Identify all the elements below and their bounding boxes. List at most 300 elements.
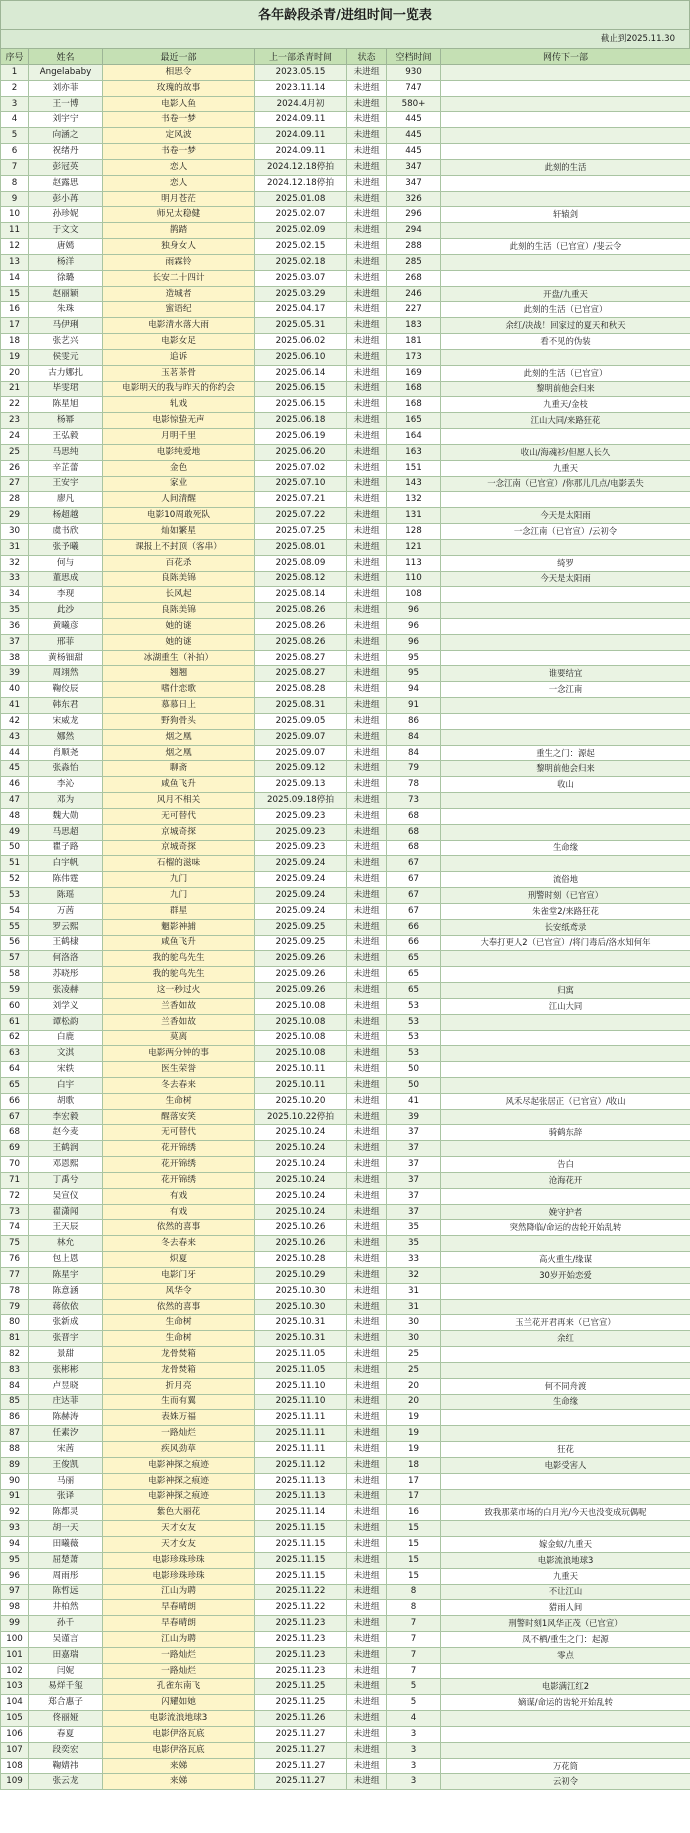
cell-status: 未进组 (347, 1726, 387, 1742)
cell-index: 7 (1, 159, 29, 175)
cell-name: 何与 (29, 555, 103, 571)
cell-status: 未进组 (347, 239, 387, 255)
header-wrap-date: 上一部杀青时间 (255, 49, 347, 65)
cell-name: 郑合惠子 (29, 1695, 103, 1711)
cell-gap-days: 84 (387, 729, 441, 745)
table-row (1, 429, 690, 445)
cell-name: 陈星宇 (29, 1267, 103, 1283)
cell-wrap-date: 2025.11.22 (255, 1584, 347, 1600)
table-row (1, 270, 690, 286)
cell-status: 未进组 (347, 128, 387, 144)
cell-wrap-date: 2025.08.12 (255, 571, 347, 587)
cell-status: 未进组 (347, 1014, 387, 1030)
cell-wrap-date: 2025.08.01 (255, 539, 347, 555)
cell-wrap-date: 2025.02.15 (255, 239, 347, 255)
cell-status: 未进组 (347, 492, 387, 508)
cell-status: 未进组 (347, 1774, 387, 1790)
cell-next-rumored: 30岁开始恋爱 (441, 1267, 690, 1283)
cell-status: 未进组 (347, 80, 387, 96)
cell-latest-work: 长风起 (103, 587, 255, 603)
cell-status: 未进组 (347, 856, 387, 872)
cell-latest-work: 野狗骨头 (103, 713, 255, 729)
cell-wrap-date: 2025.08.26 (255, 618, 347, 634)
cell-gap-days: 165 (387, 413, 441, 429)
cell-latest-work: 依然的喜事 (103, 1299, 255, 1315)
table-row (1, 967, 690, 983)
cell-gap-days: 4 (387, 1711, 441, 1727)
cell-gap-days: 30 (387, 1315, 441, 1331)
cell-wrap-date: 2025.09.25 (255, 935, 347, 951)
cell-gap-days: 3 (387, 1726, 441, 1742)
cell-status: 未进组 (347, 1695, 387, 1711)
cell-wrap-date: 2025.08.28 (255, 682, 347, 698)
cell-status: 未进组 (347, 1157, 387, 1173)
cell-next-rumored: 狂花 (441, 1442, 690, 1458)
cell-name: 刘亦菲 (29, 80, 103, 96)
cell-next-rumored (441, 144, 690, 160)
cell-next-rumored: 大奉打更人2（已官宣）/将门毒后/洛水知何年 (441, 935, 690, 951)
cell-wrap-date: 2024.09.11 (255, 112, 347, 128)
cell-index: 53 (1, 888, 29, 904)
cell-latest-work: 一路灿烂 (103, 1647, 255, 1663)
cell-gap-days: 294 (387, 223, 441, 239)
cell-wrap-date: 2025.11.05 (255, 1347, 347, 1363)
cell-index: 84 (1, 1378, 29, 1394)
cell-gap-days: 68 (387, 824, 441, 840)
cell-name: 辛芷蕾 (29, 460, 103, 476)
cell-wrap-date: 2025.11.15 (255, 1521, 347, 1537)
cell-index: 16 (1, 302, 29, 318)
cell-wrap-date: 2025.10.29 (255, 1267, 347, 1283)
cell-next-rumored: 一念江南（已官宣）/你那儿几点/电影丢失 (441, 476, 690, 492)
cell-latest-work: 长安二十四计 (103, 270, 255, 286)
cell-gap-days: 131 (387, 508, 441, 524)
cell-name: 文淇 (29, 1046, 103, 1062)
cell-name: 井柏然 (29, 1600, 103, 1616)
cell-gap-days: 66 (387, 935, 441, 951)
cell-next-rumored (441, 96, 690, 112)
cell-gap-days: 37 (387, 1125, 441, 1141)
cell-status: 未进组 (347, 729, 387, 745)
cell-index: 106 (1, 1726, 29, 1742)
cell-wrap-date: 2024.09.11 (255, 128, 347, 144)
cell-name: 虞书欣 (29, 524, 103, 540)
cell-latest-work: 龙骨焚箱 (103, 1347, 255, 1363)
cell-latest-work: 龙骨焚箱 (103, 1362, 255, 1378)
table-row (1, 1046, 690, 1062)
cell-gap-days: 113 (387, 555, 441, 571)
cell-index: 82 (1, 1347, 29, 1363)
cell-name: 万茜 (29, 903, 103, 919)
table-row (1, 1742, 690, 1758)
cell-next-rumored: 朱雀堂2/来路狂花 (441, 903, 690, 919)
cell-index: 69 (1, 1141, 29, 1157)
cell-gap-days: 41 (387, 1093, 441, 1109)
cell-name: 王俊凯 (29, 1457, 103, 1473)
table-row (1, 96, 690, 112)
cell-status: 未进组 (347, 429, 387, 445)
cell-latest-work: 冬去春来 (103, 1236, 255, 1252)
cell-next-rumored (441, 1188, 690, 1204)
cell-name: 王天辰 (29, 1220, 103, 1236)
cell-name: 马伊琍 (29, 318, 103, 334)
cell-name: 易烊千玺 (29, 1679, 103, 1695)
cell-gap-days: 32 (387, 1267, 441, 1283)
cell-name: 张译 (29, 1489, 103, 1505)
cell-latest-work: 紫色大丽花 (103, 1505, 255, 1521)
cell-status: 未进组 (347, 1078, 387, 1094)
cell-index: 99 (1, 1616, 29, 1632)
cell-status: 未进组 (347, 951, 387, 967)
cell-wrap-date: 2025.05.31 (255, 318, 347, 334)
cell-index: 5 (1, 128, 29, 144)
cell-name: 吴谨言 (29, 1631, 103, 1647)
cell-index: 107 (1, 1742, 29, 1758)
cell-next-rumored (441, 65, 690, 81)
cell-index: 36 (1, 618, 29, 634)
cell-gap-days: 30 (387, 1331, 441, 1347)
cell-wrap-date: 2025.10.31 (255, 1315, 347, 1331)
cell-wrap-date: 2025.09.24 (255, 856, 347, 872)
table-row (1, 381, 690, 397)
cell-next-rumored (441, 175, 690, 191)
cell-status: 未进组 (347, 1062, 387, 1078)
cell-next-rumored: 九重天 (441, 1568, 690, 1584)
cell-gap-days: 78 (387, 777, 441, 793)
cell-status: 未进组 (347, 1584, 387, 1600)
cell-wrap-date: 2025.10.08 (255, 998, 347, 1014)
cell-wrap-date: 2025.11.11 (255, 1426, 347, 1442)
cell-latest-work: 玉茗茶骨 (103, 365, 255, 381)
cell-name: 彭小苒 (29, 191, 103, 207)
table-row (1, 302, 690, 318)
cell-status: 未进组 (347, 1505, 387, 1521)
table-row (1, 793, 690, 809)
cell-latest-work: 群星 (103, 903, 255, 919)
cell-latest-work: 石榴的滋味 (103, 856, 255, 872)
cell-wrap-date: 2025.09.26 (255, 983, 347, 999)
table-row (1, 413, 690, 429)
cell-name: 王弘毅 (29, 429, 103, 445)
cell-status: 未进组 (347, 1742, 387, 1758)
cell-gap-days: 288 (387, 239, 441, 255)
cell-latest-work: 咸鱼飞升 (103, 935, 255, 951)
cell-wrap-date: 2025.08.31 (255, 698, 347, 714)
cell-name: 景甜 (29, 1347, 103, 1363)
cell-gap-days: 37 (387, 1188, 441, 1204)
table-row (1, 508, 690, 524)
cell-name: 林允 (29, 1236, 103, 1252)
cell-name: 张淼怡 (29, 761, 103, 777)
cell-next-rumored: 电影流浪地球3 (441, 1552, 690, 1568)
cell-wrap-date: 2025.07.22 (255, 508, 347, 524)
cell-wrap-date: 2025.11.27 (255, 1758, 347, 1774)
table-row (1, 476, 690, 492)
table-row (1, 1093, 690, 1109)
cell-index: 21 (1, 381, 29, 397)
cell-index: 78 (1, 1283, 29, 1299)
table-row (1, 951, 690, 967)
cell-next-rumored (441, 808, 690, 824)
table-row (1, 872, 690, 888)
cell-status: 未进组 (347, 555, 387, 571)
cell-wrap-date: 2025.09.24 (255, 903, 347, 919)
cell-wrap-date: 2025.11.11 (255, 1410, 347, 1426)
cell-latest-work: 电影两分钟的事 (103, 1046, 255, 1062)
cell-name: 庄达菲 (29, 1394, 103, 1410)
cell-next-rumored: 嫡谋/命运的齿轮开始乱转 (441, 1695, 690, 1711)
cell-name: 马思超 (29, 824, 103, 840)
cell-index: 41 (1, 698, 29, 714)
cell-index: 46 (1, 777, 29, 793)
cell-wrap-date: 2025.11.10 (255, 1394, 347, 1410)
cell-next-rumored (441, 80, 690, 96)
cell-latest-work: 灿如繁星 (103, 524, 255, 540)
cell-gap-days: 3 (387, 1774, 441, 1790)
cell-name: 罗云熙 (29, 919, 103, 935)
cell-next-rumored: 轩辕剑 (441, 207, 690, 223)
cell-wrap-date: 2025.01.08 (255, 191, 347, 207)
cell-gap-days: 50 (387, 1062, 441, 1078)
cell-name: 白鹿 (29, 1030, 103, 1046)
cell-next-rumored (441, 967, 690, 983)
cell-gap-days: 121 (387, 539, 441, 555)
table-row (1, 1331, 690, 1347)
cell-latest-work: 电影伊洛瓦底 (103, 1742, 255, 1758)
table-row (1, 571, 690, 587)
cell-gap-days: 143 (387, 476, 441, 492)
cell-latest-work: 天才女友 (103, 1521, 255, 1537)
table-row (1, 1030, 690, 1046)
cell-status: 未进组 (347, 571, 387, 587)
cell-gap-days: 39 (387, 1109, 441, 1125)
cell-name: 王鹤棣 (29, 935, 103, 951)
cell-gap-days: 53 (387, 1030, 441, 1046)
cell-index: 80 (1, 1315, 29, 1331)
cell-status: 未进组 (347, 270, 387, 286)
cell-name: 马思纯 (29, 444, 103, 460)
cell-latest-work: 定风波 (103, 128, 255, 144)
cell-wrap-date: 2025.02.18 (255, 254, 347, 270)
table-row (1, 919, 690, 935)
cell-next-rumored: 致我那菜市场的白月光/今天也没变成玩偶呢 (441, 1505, 690, 1521)
table-row (1, 1647, 690, 1663)
cell-latest-work: 电影清水落大雨 (103, 318, 255, 334)
cell-index: 94 (1, 1537, 29, 1553)
cell-index: 38 (1, 650, 29, 666)
cell-wrap-date: 2025.11.13 (255, 1489, 347, 1505)
cell-name: 祝绪丹 (29, 144, 103, 160)
cell-index: 14 (1, 270, 29, 286)
cell-index: 72 (1, 1188, 29, 1204)
cell-latest-work: 折月亮 (103, 1378, 255, 1394)
cell-index: 62 (1, 1030, 29, 1046)
cell-latest-work: 表姝万福 (103, 1410, 255, 1426)
table-row (1, 1457, 690, 1473)
cell-wrap-date: 2025.03.29 (255, 286, 347, 302)
cell-status: 未进组 (347, 1473, 387, 1489)
cell-next-rumored: 娩守护者 (441, 1204, 690, 1220)
cell-next-rumored (441, 492, 690, 508)
cell-status: 未进组 (347, 1315, 387, 1331)
table-row (1, 223, 690, 239)
cell-index: 71 (1, 1172, 29, 1188)
cell-status: 未进组 (347, 1347, 387, 1363)
cell-latest-work: 金色 (103, 460, 255, 476)
cell-index: 2 (1, 80, 29, 96)
table-row (1, 1347, 690, 1363)
table-row (1, 492, 690, 508)
header-status: 状态 (347, 49, 387, 65)
cell-index: 60 (1, 998, 29, 1014)
cell-next-rumored: 余红 (441, 1331, 690, 1347)
cell-name: 黄曦彦 (29, 618, 103, 634)
cell-latest-work: 京城奇探 (103, 840, 255, 856)
cell-status: 未进组 (347, 888, 387, 904)
cell-name: 李宏毅 (29, 1109, 103, 1125)
cell-status: 未进组 (347, 144, 387, 160)
cell-status: 未进组 (347, 1711, 387, 1727)
cell-index: 95 (1, 1552, 29, 1568)
table-row (1, 808, 690, 824)
cell-index: 37 (1, 634, 29, 650)
header-gap-days: 空档时间 (387, 49, 441, 65)
cell-status: 未进组 (347, 650, 387, 666)
table-row (1, 1442, 690, 1458)
cell-gap-days: 67 (387, 903, 441, 919)
cell-index: 73 (1, 1204, 29, 1220)
cell-gap-days: 15 (387, 1568, 441, 1584)
cell-status: 未进组 (347, 1600, 387, 1616)
header-next-rumored: 网传下一部 (441, 49, 690, 65)
cell-next-rumored: 骑鹤东辞 (441, 1125, 690, 1141)
table-row (1, 935, 690, 951)
cell-status: 未进组 (347, 1236, 387, 1252)
cell-index: 105 (1, 1711, 29, 1727)
cell-wrap-date: 2025.11.15 (255, 1568, 347, 1584)
cell-latest-work: 九门 (103, 888, 255, 904)
cell-status: 未进组 (347, 935, 387, 951)
table-row (1, 713, 690, 729)
cell-index: 9 (1, 191, 29, 207)
cell-index: 91 (1, 1489, 29, 1505)
table-row (1, 144, 690, 160)
table-row (1, 1204, 690, 1220)
cell-index: 45 (1, 761, 29, 777)
cell-latest-work: 江山为聘 (103, 1584, 255, 1600)
cell-latest-work: 早春晴朗 (103, 1616, 255, 1632)
cell-wrap-date: 2025.09.24 (255, 872, 347, 888)
cell-gap-days: 347 (387, 159, 441, 175)
cell-next-rumored: 电影受害人 (441, 1457, 690, 1473)
cell-name: 张凌赫 (29, 983, 103, 999)
cell-gap-days: 79 (387, 761, 441, 777)
cell-status: 未进组 (347, 1125, 387, 1141)
cell-next-rumored (441, 191, 690, 207)
cell-status: 未进组 (347, 808, 387, 824)
cell-wrap-date: 2025.11.23 (255, 1616, 347, 1632)
cell-status: 未进组 (347, 1378, 387, 1394)
cell-status: 未进组 (347, 587, 387, 603)
cell-next-rumored (441, 539, 690, 555)
cell-wrap-date: 2025.06.19 (255, 429, 347, 445)
date-note: 截止到2025.11.30 (0, 30, 690, 48)
cell-gap-days: 65 (387, 983, 441, 999)
cell-status: 未进组 (347, 698, 387, 714)
cell-name: 吴宣仪 (29, 1188, 103, 1204)
cell-index: 61 (1, 1014, 29, 1030)
cell-index: 98 (1, 1600, 29, 1616)
cell-latest-work: 书卷一梦 (103, 112, 255, 128)
cell-index: 44 (1, 745, 29, 761)
cell-index: 40 (1, 682, 29, 698)
cell-gap-days: 445 (387, 144, 441, 160)
cell-index: 109 (1, 1774, 29, 1790)
cell-next-rumored (441, 793, 690, 809)
cell-next-rumored: 开盘/九重天 (441, 286, 690, 302)
cell-index: 64 (1, 1062, 29, 1078)
cell-status: 未进组 (347, 682, 387, 698)
table-row (1, 729, 690, 745)
cell-latest-work: 闪耀如她 (103, 1695, 255, 1711)
cell-latest-work: 冬去春来 (103, 1078, 255, 1094)
cell-latest-work: 花开锦绣 (103, 1141, 255, 1157)
table-row (1, 397, 690, 413)
cell-status: 未进组 (347, 286, 387, 302)
cell-latest-work: 冰湖重生（补拍） (103, 650, 255, 666)
cell-index: 33 (1, 571, 29, 587)
cell-index: 34 (1, 587, 29, 603)
cell-gap-days: 17 (387, 1473, 441, 1489)
cell-status: 未进组 (347, 1362, 387, 1378)
cell-latest-work: 电影纯爱地 (103, 444, 255, 460)
cell-latest-work: 师兄太稳健 (103, 207, 255, 223)
table-row (1, 175, 690, 191)
cell-status: 未进组 (347, 1457, 387, 1473)
cell-index: 43 (1, 729, 29, 745)
cell-gap-days: 268 (387, 270, 441, 286)
cell-index: 85 (1, 1394, 29, 1410)
cell-index: 97 (1, 1584, 29, 1600)
cell-next-rumored (441, 1062, 690, 1078)
cell-next-rumored (441, 1521, 690, 1537)
schedule-table (0, 48, 690, 1790)
cell-gap-days: 7 (387, 1663, 441, 1679)
cell-status: 未进组 (347, 1093, 387, 1109)
cell-index: 108 (1, 1758, 29, 1774)
cell-gap-days: 37 (387, 1172, 441, 1188)
cell-status: 未进组 (347, 824, 387, 840)
cell-latest-work: 蜜语纪 (103, 302, 255, 318)
cell-status: 未进组 (347, 983, 387, 999)
table-row (1, 65, 690, 81)
cell-gap-days: 930 (387, 65, 441, 81)
cell-name: 陈伟霆 (29, 872, 103, 888)
cell-wrap-date: 2025.11.22 (255, 1600, 347, 1616)
cell-status: 未进组 (347, 1331, 387, 1347)
cell-gap-days: 580+ (387, 96, 441, 112)
cell-name: 邢菲 (29, 634, 103, 650)
cell-status: 未进组 (347, 998, 387, 1014)
cell-status: 未进组 (347, 381, 387, 397)
cell-index: 90 (1, 1473, 29, 1489)
cell-latest-work: 风华令 (103, 1283, 255, 1299)
cell-status: 未进组 (347, 603, 387, 619)
cell-latest-work: 电影神探之痕迹 (103, 1473, 255, 1489)
cell-index: 1 (1, 65, 29, 81)
table-row (1, 1521, 690, 1537)
cell-latest-work: 良陈美锦 (103, 603, 255, 619)
